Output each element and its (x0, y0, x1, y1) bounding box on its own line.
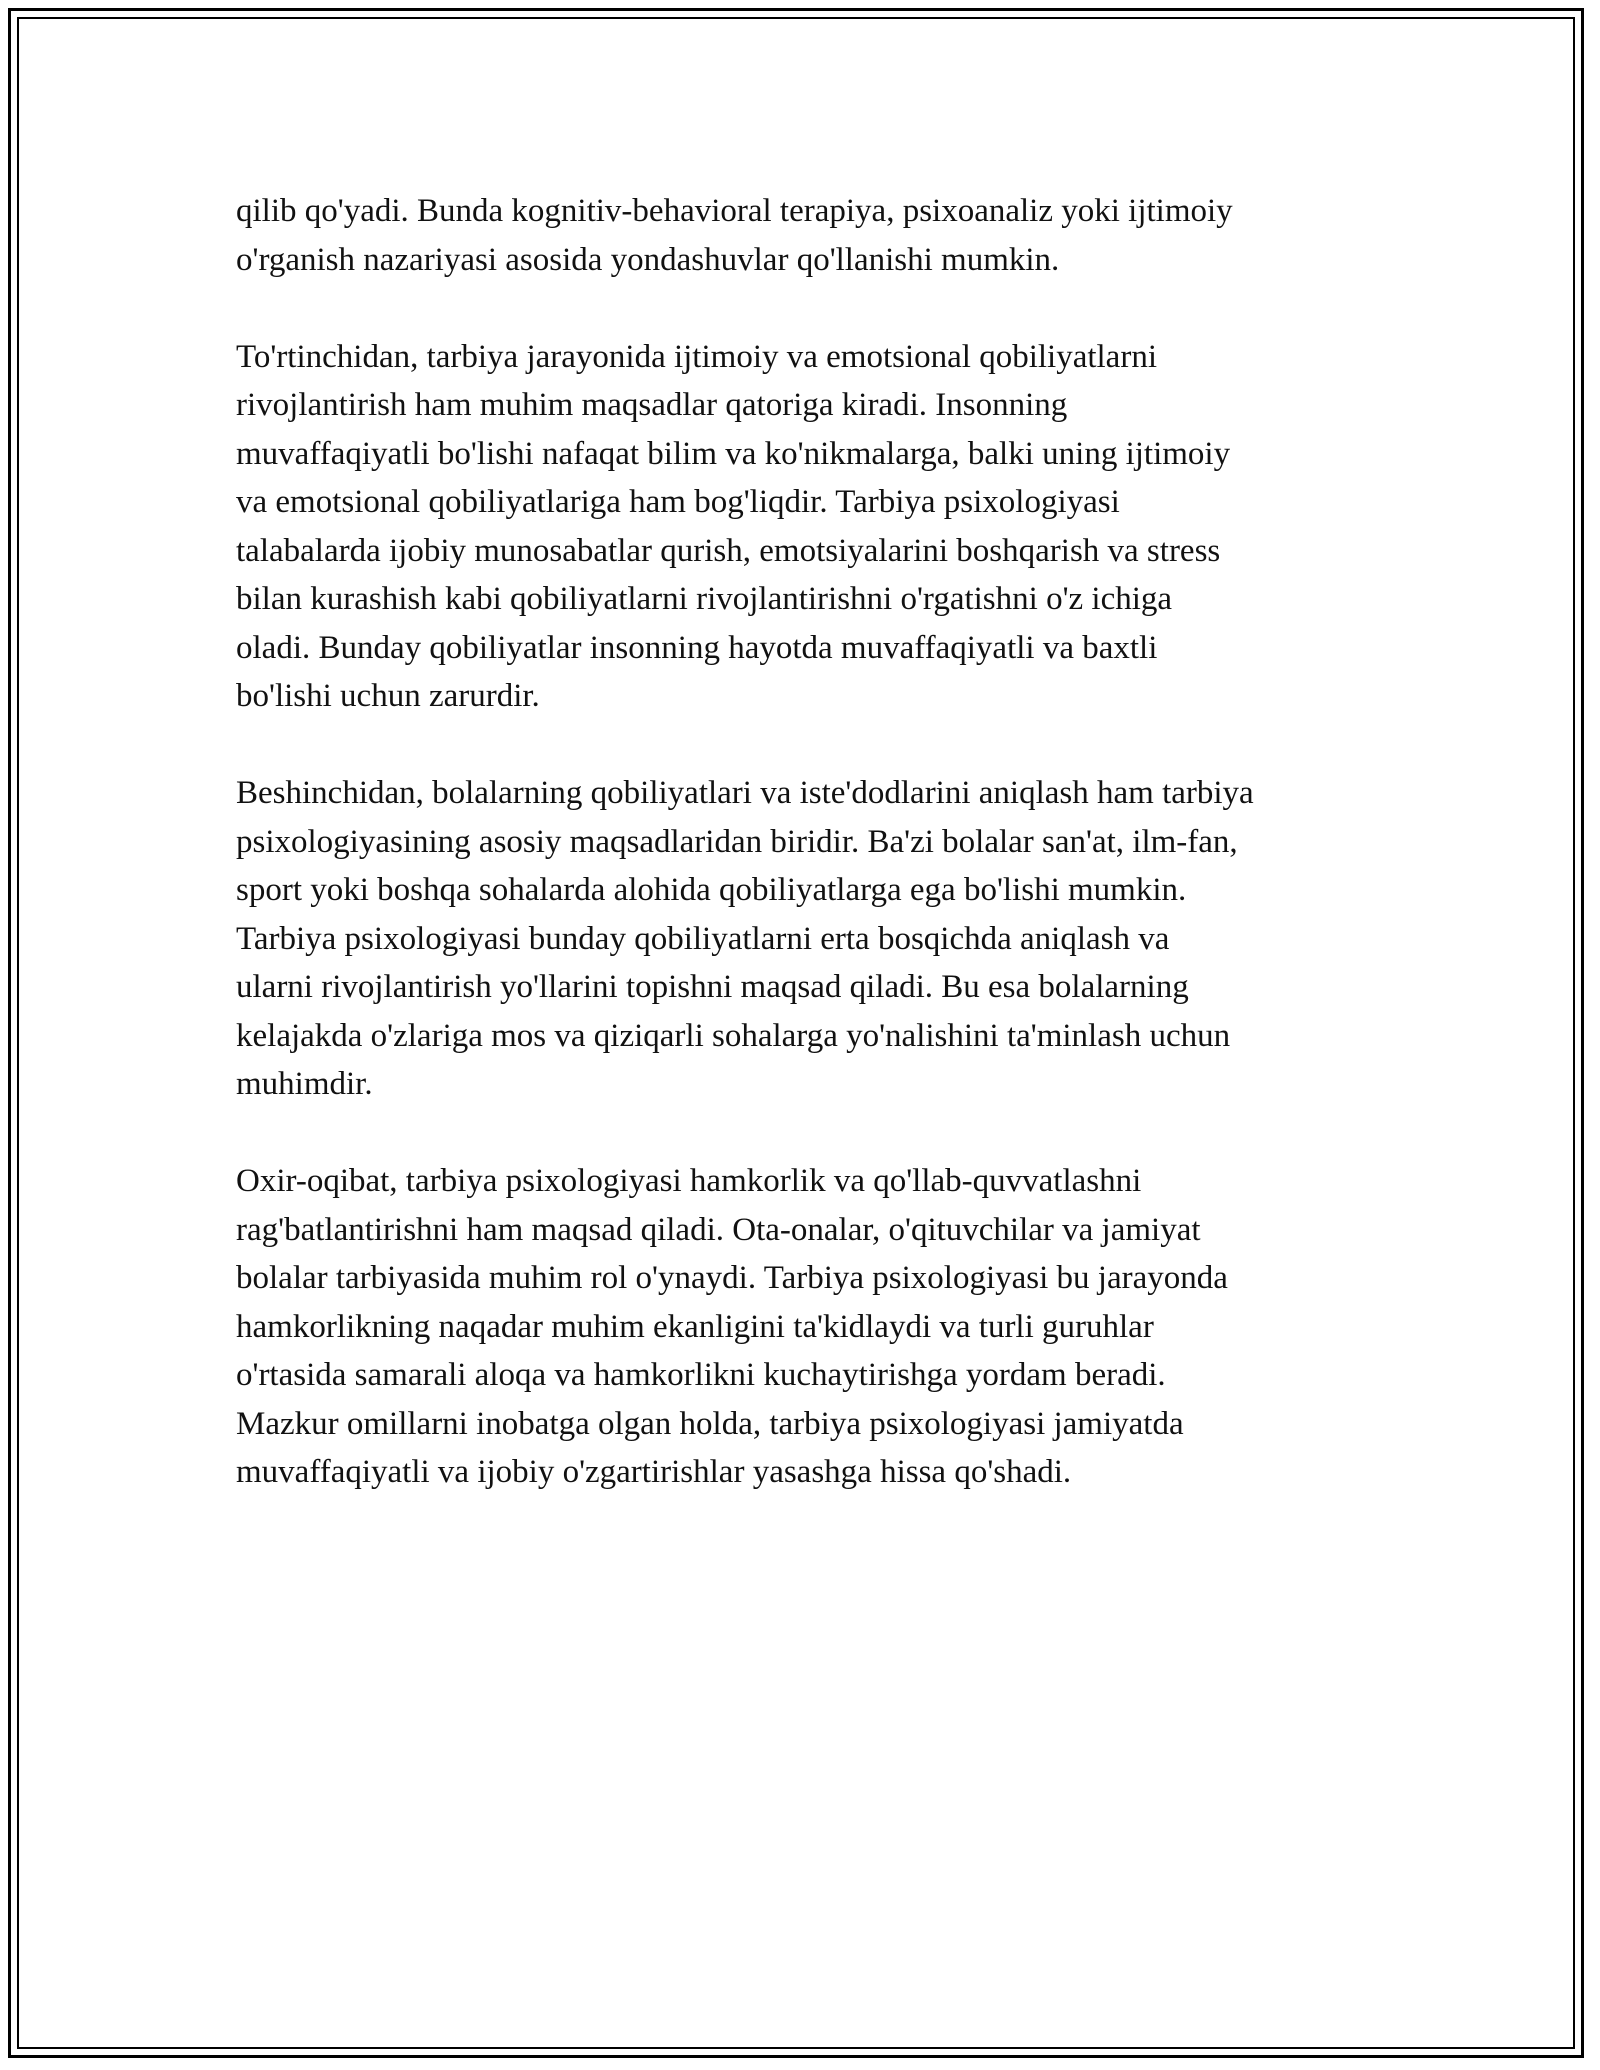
text-line: va emotsional qobiliyatlariga ham bog'liqdir. Tarbiya psixologiyasi (236, 484, 1120, 520)
text-line: rivojlantirish ham muhim maqsadlar qatoriga kiradi. Insonning (236, 387, 1068, 423)
text-line: bolalar tarbiyasida muhim rol o'ynaydi. Tarbiya psixologiyasi bu jarayonda (236, 1260, 1228, 1296)
text-line: hamkorlikning naqadar muhim ekanligini ta'kidlaydi va turli guruhlar (236, 1308, 1154, 1345)
text-line: o'rganish nazariyasi asosida yondashuvlar qo'llanishi mumkin. (236, 241, 1060, 278)
paragraph-fifth (236, 769, 1396, 1109)
paragraph-continuation (236, 187, 1396, 284)
text-line: talabalarda ijobiy munosabatlar qurish, emotsiyalarini boshqarish va stress (236, 532, 1221, 569)
text-line: muvaffaqiyatli va ijobiy o'zgartirishlar yasashga hissa qo'shadi. (236, 1454, 1072, 1490)
text-line: muhimdir. (236, 1066, 373, 1102)
text-line: oladi. Bunday qobiliyatlar insonning hayotda muvaffaqiyatli va baxtli (236, 629, 1158, 666)
paragraph-fourth (236, 333, 1396, 721)
text-line: ularni rivojlantirish yo'llarini topishni maqsad qiladi. Bu esa bolalarning (236, 969, 1189, 1005)
text-line: Tarbiya psixologiyasi bunday qobiliyatlarni erta bosqichda aniqlash va (236, 920, 1170, 957)
text-line: psixologiyasining asosiy maqsadlaridan biridir. Ba'zi bolalar san'at, ilm-fan, (236, 823, 1238, 860)
text-line: rag'batlantirishni ham maqsad qiladi. Ota-onalar, o'qituvchilar va jamiyat (236, 1211, 1201, 1248)
document-body (236, 187, 1396, 1497)
text-line: Mazkur omillarni inobatga olgan holda, tarbiya psixologiyasi jamiyatda (236, 1405, 1184, 1442)
text-line: bo'lishi uchun zarurdir. (236, 678, 540, 714)
text-line: Oxir-oqibat, tarbiya psixologiyasi hamkorlik va qo'llab-quvvatlashni (236, 1163, 1142, 1199)
paragraph-conclusion (236, 1157, 1396, 1497)
text-line: To'rtinchidan, tarbiya jarayonida ijtimoiy va emotsional qobiliyatlarni (236, 338, 1157, 375)
text-line: qilib qo'yadi. Bunda kognitiv-behavioral terapiya, psixoanaliz yoki ijtimoiy (236, 193, 1233, 229)
text-line: o'rtasida samarali aloqa va hamkorlikni kuchaytirishga yordam beradi. (236, 1357, 1166, 1393)
text-line: sport yoki boshqa sohalarda alohida qobiliyatlarga ega bo'lishi mumkin. (236, 872, 1187, 908)
text-line: bilan kurashish kabi qobiliyatlarni rivojlantirishni o'rgatishni o'z ichiga (236, 581, 1173, 617)
text-line: Beshinchidan, bolalarning qobiliyatlari va iste'dodlarini aniqlash ham tarbiya (236, 775, 1254, 811)
text-line: kelajakda o'zlariga mos va qiziqarli sohalarga yo'nalishini ta'minlash uchun (236, 1017, 1231, 1054)
text-line: muvaffaqiyatli bo'lishi nafaqat bilim va ko'nikmalarga, balki uning ijtimoiy (236, 435, 1231, 472)
